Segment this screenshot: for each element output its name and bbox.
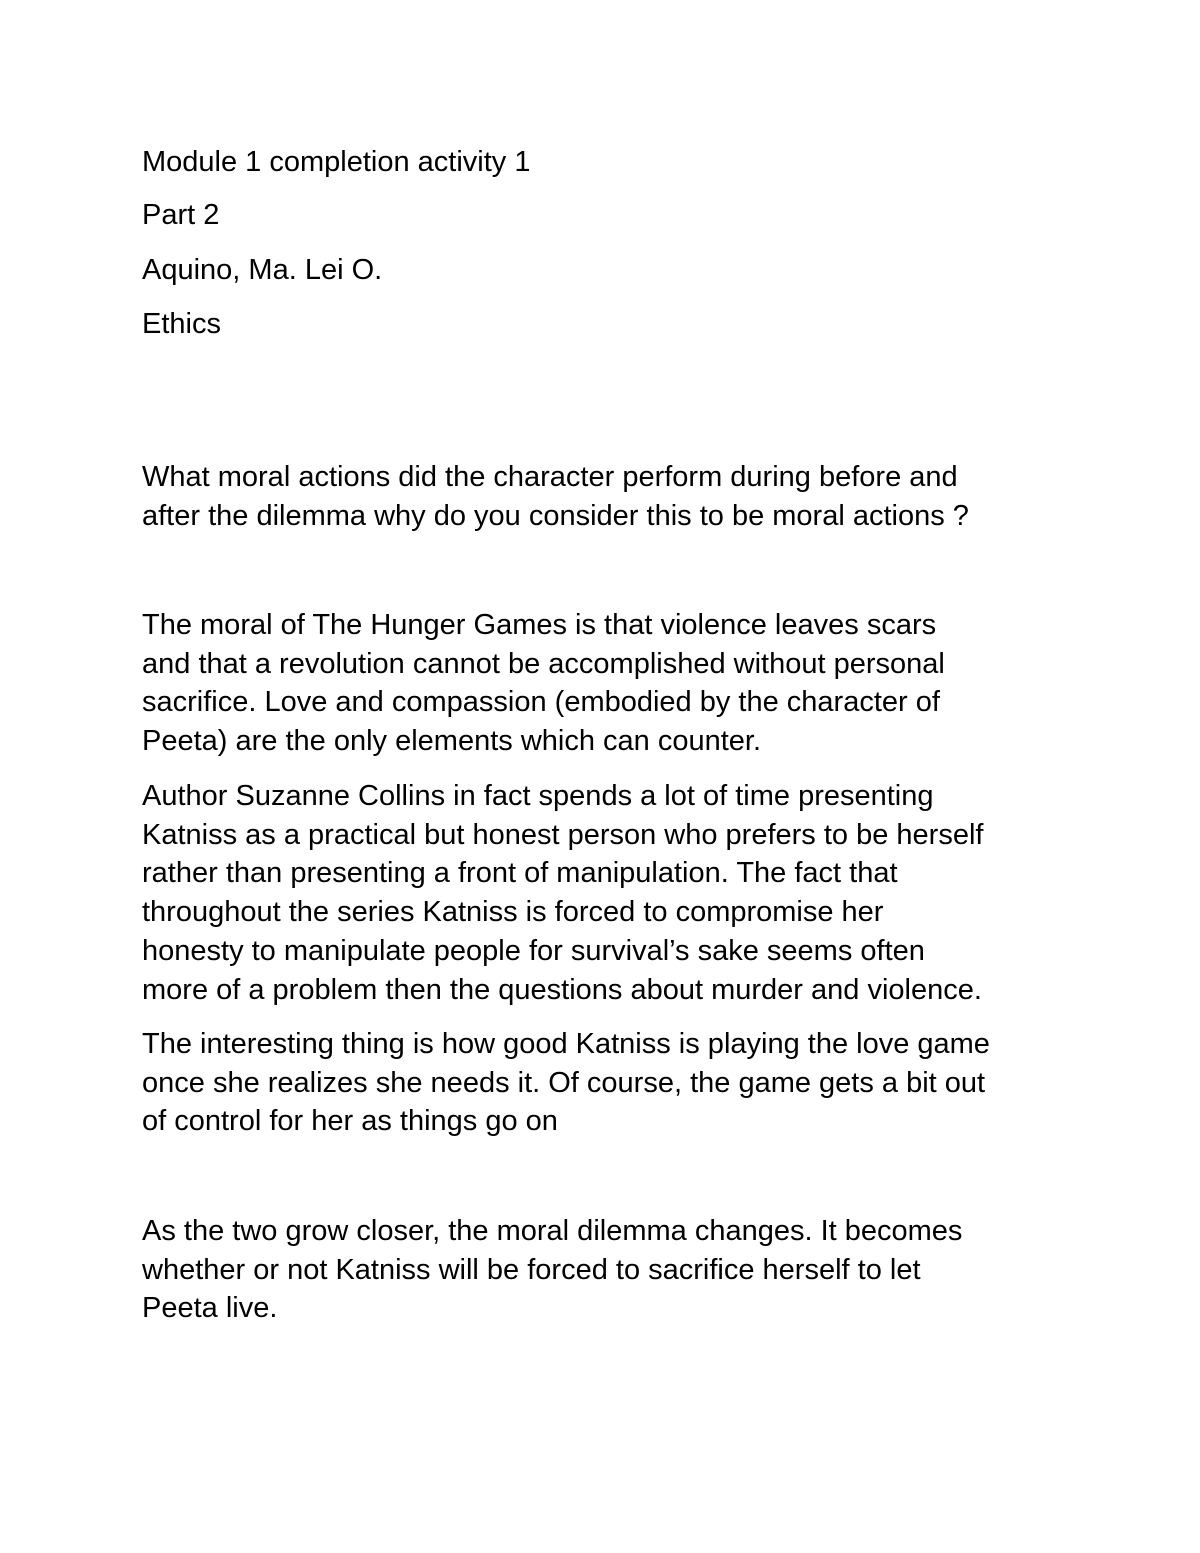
author-name: Aquino, Ma. Lei O. xyxy=(142,254,383,286)
paragraph-line: The moral of The Hunger Games is that violence leaves scars xyxy=(142,609,937,641)
document-title: Module 1 completion activity 1 xyxy=(142,146,531,178)
paragraph-line: of control for her as things go on xyxy=(142,1105,558,1138)
answer-paragraph-3 xyxy=(142,1025,1072,1141)
paragraph-line: and that a revolution cannot be accomplished without personal xyxy=(142,647,945,680)
paragraph-line: Author Suzanne Collins in fact spends a lot of time presenting xyxy=(142,780,934,812)
part-label: Part 2 xyxy=(142,199,220,231)
paragraph-line: Peeta live. xyxy=(142,1292,278,1325)
paragraph-line: more of a problem then the questions about murder and violence. xyxy=(142,973,982,1006)
answer-paragraph-1 xyxy=(142,606,1072,761)
paragraph-line: once she realizes she needs it. Of course, the game gets a bit out xyxy=(142,1066,986,1099)
paragraph-line: Katniss as a practical but honest person who prefers to be herself xyxy=(142,818,984,851)
question-line: What moral actions did the character perform during before and xyxy=(142,461,958,493)
paragraph-line: The interesting thing is how good Katniss is playing the love game xyxy=(142,1028,990,1060)
paragraph-line: Peeta) are the only elements which can counter. xyxy=(142,725,762,758)
subject-label: Ethics xyxy=(142,308,221,340)
paragraph-line: honesty to manipulate people for survival’s sake seems often xyxy=(142,934,925,967)
paragraph-line: rather than presenting a front of manipulation. The fact that xyxy=(142,857,898,890)
answer-paragraph-4 xyxy=(142,1212,1072,1328)
question-line: after the dilemma why do you consider this to be moral actions ? xyxy=(142,499,969,532)
paragraph-line: throughout the series Katniss is forced to compromise her xyxy=(142,896,884,929)
paragraph-line: As the two grow closer, the moral dilemma changes. It becomes xyxy=(142,1215,963,1247)
answer-paragraph-2 xyxy=(142,777,1072,1009)
paragraph-line: sacrifice. Love and compassion (embodied by the character of xyxy=(142,686,940,719)
paragraph-line: whether or not Katniss will be forced to sacrifice herself to let xyxy=(142,1253,921,1286)
question-paragraph xyxy=(142,458,1072,535)
